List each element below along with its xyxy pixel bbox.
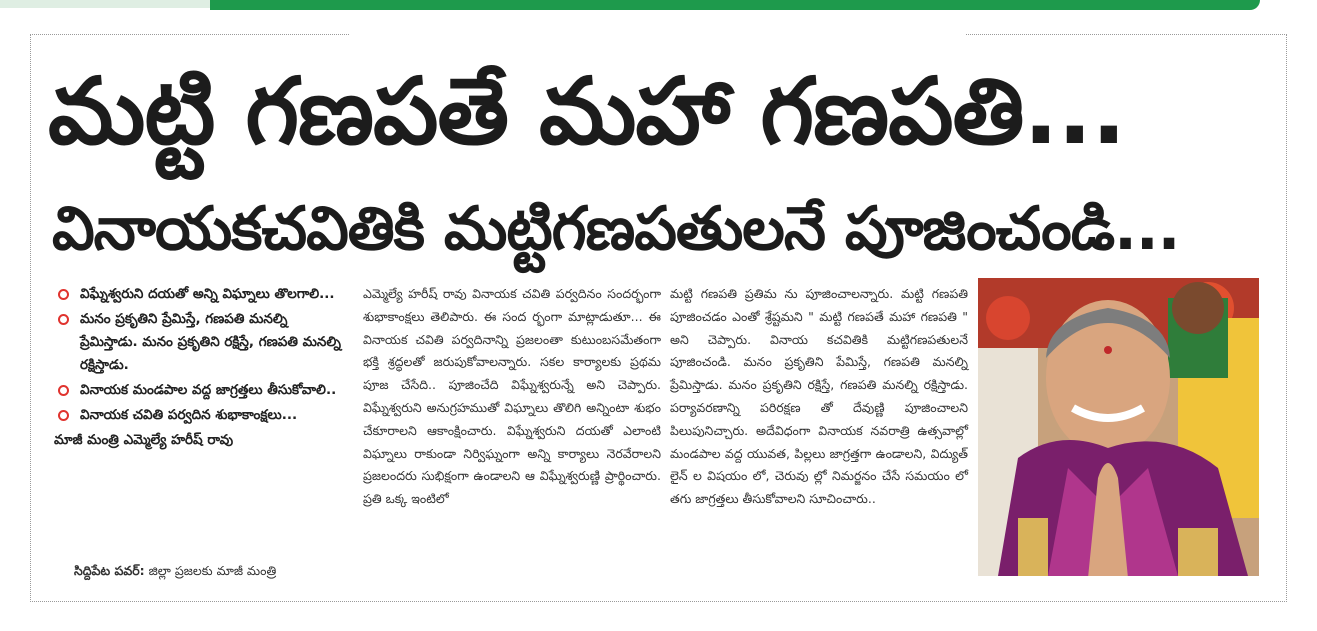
headline-main: మట్టి గణపతే మహా గణపతి... xyxy=(48,58,1126,165)
article-column-3: మట్టి గణపతి ప్రతిమ ను పూజించాలన్నారు. మట్టి గణపతి పూజించడం ఎంతో శ్రేష్టమని " మట్టి గణపతే మహా గణపతి " అని చెప్పారు. వినాయ కచవితికి మట్టిగణపతులనే పూజించండి. మనం ప్రకృతిని పేమిస్తే, గణపతి మనల్ని ప్రేమిస్తాడు. మనం ప్రకృతిని రక్షిస్తే, గణపతి మనల్ని రక్షిస్తాడు. పర్యావరణాన్ని పరిరక్షణ తో దేవుణ్ణి పూజించాలని పిలుపునిచ్చారు. అదేవిధంగా వినాయక నవరాత్రి ఉత్సవాల్లో మండపాల వద్ద యువత, పిల్లలు జాగ్రత్తగా ఉండాలని, విద్యుత్ లైన్ ల విషయం లో, చెరువు ల్లో నిమర్జనం చేసే సమయం లో తగు జాగ్రత్తలు తీసుకోవాలని సూచించారు.. xyxy=(670,286,968,507)
frame-gap xyxy=(350,34,965,35)
photo-illustration xyxy=(978,278,1259,576)
highlight-text: విఘ్నేశ్వరుని దయతో అన్ని విఘ్నాలు తొలగాలి... xyxy=(80,286,335,302)
photo-harish-rao xyxy=(978,278,1259,576)
highlight-item xyxy=(54,379,344,402)
highlight-text: మనం ప్రకృతిని ప్రేమిస్తే, గణపతి మనల్ని ప్రేమిస్తాడు. మనం ప్రకృతిని రక్షిస్తే, గణపతి మనల్ని రక్షిస్తాడు. xyxy=(80,311,341,373)
dateline-text: జిల్లా ప్రజలకు మాజీ మంత్రి xyxy=(148,563,277,578)
byline: మాజీ మంత్రి ఎమ్మెల్యే హరీష్ రావు xyxy=(54,432,234,448)
highlight-item xyxy=(54,308,344,377)
top-green-bar xyxy=(210,0,1260,10)
bullet-ring-icon xyxy=(58,314,69,325)
highlight-text: వినాయక చవితి పర్వదిన శుభాకాంక్షలు... xyxy=(80,407,298,423)
bullet-ring-icon xyxy=(58,385,69,396)
bullet-ring-icon xyxy=(58,410,69,421)
article-column-2: ఎమ్మెల్యే హరీష్ రావు వినాయక చవితి పర్వదినం సందర్భంగా శుభాకాంక్షలు తెలిపారు. ఈ సంద ర్భంగా మాట్లాడుతూ... ఈ వినాయక చవితి పర్వదినాన్ని ప్రజలంతా కుటుంబసమేతంగా భక్తి శ్రద్ధలతో జరుపుకోవాలన్నారు. సకల కార్యాలకు ప్రథమ పూజ చేసేది.. పూజించేది విఘ్నేశ్వరున్నే అని చెప్పారు. విఘ్నేశ్వరుని అనుగ్రహముతో విఘ్నాలు తొలిగి అన్నింటా శుభం చేకూరాలని ఆకాంక్షించారు. విఘ్నేశ్వరుని దయతో ఎలాంటి విఘ్నాలు రాకుండా నిర్విఘ్నంగా అన్ని కార్యాలు నెరవేరాలని ప్రజలందరు సుభిక్షంగా ఉండాలని ఆ విఘ్నేశ్వరుణ్ణి ప్రార్థించారు. ప్రతి ఒక్క ఇంటిలో xyxy=(363,286,661,507)
highlight-item xyxy=(54,404,344,427)
dateline xyxy=(74,560,354,582)
dateline-place: సిద్దిపేట పవర్: xyxy=(74,563,145,578)
highlight-text: వినాయక మండపాల వద్ద జాగ్రత్తలు తీసుకోవాలి.. xyxy=(80,382,337,398)
highlight-item xyxy=(54,283,344,306)
highlights-list xyxy=(54,283,344,452)
headline-sub: వినాయకచవితికి మట్టిగణపతులనే పూజించండి... xyxy=(52,194,1180,264)
bullet-ring-icon xyxy=(58,289,69,300)
